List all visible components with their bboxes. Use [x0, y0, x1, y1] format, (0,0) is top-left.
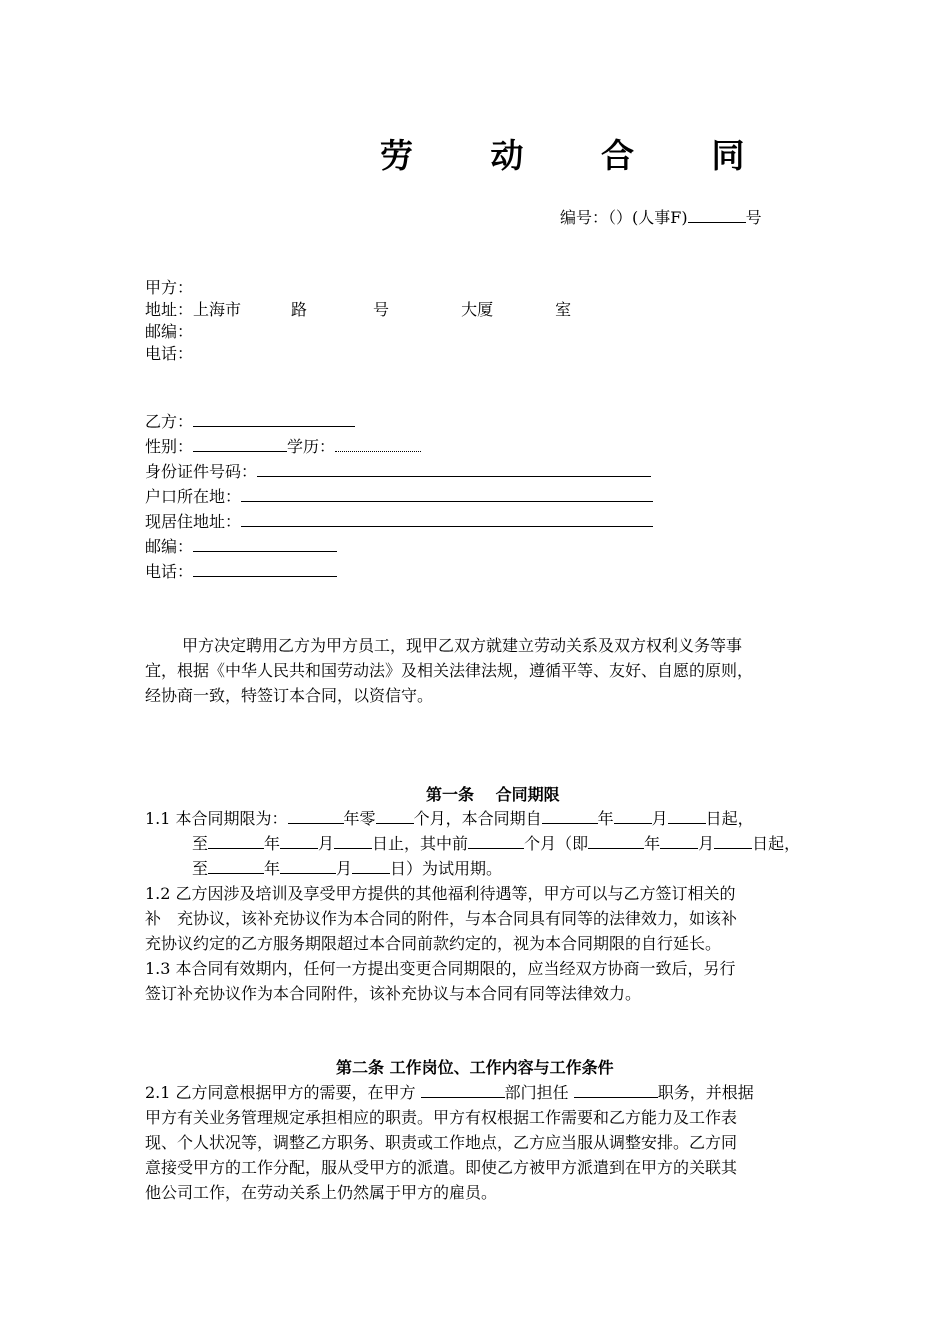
hukou-label: 户口所在地：: [145, 487, 242, 506]
clause-text: 日起，: [705, 809, 754, 828]
probation-end-month-field[interactable]: [280, 859, 336, 874]
education-field[interactable]: [335, 437, 421, 452]
party-b-postcode-row: [145, 537, 337, 557]
residence-field[interactable]: [241, 512, 653, 527]
address-no: 号: [373, 300, 390, 319]
clause-text: 日起，: [752, 834, 801, 853]
clause-1-3-line-2: 签订补充协议作为本合同附件，该补充协议与本合同有同等法律效力。: [145, 984, 642, 1003]
preamble-line-3: 经协商一致，特签订本合同，以资信守。: [145, 686, 434, 705]
probation-start-month-field[interactable]: [660, 834, 698, 849]
clause-text: 年零: [343, 809, 376, 828]
education-label: 学历：: [287, 437, 336, 456]
clause-text: 至: [192, 859, 209, 878]
clause-text: 1.1 本合同期限为：: [145, 809, 288, 828]
address-room: 室: [555, 300, 572, 319]
clause-text: 月: [318, 834, 335, 853]
gender-label: 性别：: [145, 437, 194, 456]
residence-row: [145, 512, 653, 532]
clause-text: 年: [264, 834, 281, 853]
id-label: 身份证件号码：: [145, 462, 258, 481]
doc-number-blank[interactable]: [688, 208, 746, 223]
end-day-field[interactable]: [334, 834, 372, 849]
residence-label: 现居住地址：: [145, 512, 242, 531]
clause-2-1-line-5: 他公司工作，在劳动关系上仍然属于甲方的雇员。: [145, 1183, 498, 1202]
clause-text: 年: [264, 859, 281, 878]
gender-field[interactable]: [193, 437, 287, 452]
article-1-heading: 第一条 合同期限: [426, 785, 560, 804]
term-years-field[interactable]: [288, 809, 344, 824]
end-month-field[interactable]: [280, 834, 318, 849]
doc-number-prefix: （）(人事F): [608, 208, 688, 227]
clause-text: 职务，并根据: [657, 1083, 754, 1102]
party-b-name-field[interactable]: [193, 412, 355, 427]
doc-number-label: 编号：: [560, 208, 609, 227]
end-year-field[interactable]: [208, 834, 264, 849]
party-b-gender-row: [145, 437, 421, 457]
address-building: 大厦: [461, 300, 494, 319]
clause-text: 部门担任: [504, 1083, 574, 1102]
clause-text: 月: [336, 859, 353, 878]
clause-1-1-line-1: [145, 809, 754, 829]
term-months-field[interactable]: [376, 809, 414, 824]
id-row: [145, 462, 651, 482]
hukou-field[interactable]: [241, 487, 653, 502]
start-day-field[interactable]: [668, 809, 706, 824]
party-a-postcode-label: 邮编：: [145, 322, 194, 341]
clause-text: 2.1 乙方同意根据甲方的需要，在甲方: [145, 1083, 421, 1102]
clause-1-2-line-1: 1.2 乙方因涉及培训及享受甲方提供的其他福利待遇等，甲方可以与乙方签订相关的: [145, 884, 736, 903]
probation-end-day-field[interactable]: [352, 859, 390, 874]
probation-start-day-field[interactable]: [714, 834, 752, 849]
department-field[interactable]: [421, 1083, 505, 1098]
preamble-line-1: 甲方决定聘用乙方为甲方员工，现甲乙双方就建立劳动关系及双方权利义务等事: [182, 636, 743, 655]
party-b-postcode-label: 邮编：: [145, 537, 194, 556]
document-title: 劳 动 合 同: [380, 136, 778, 175]
clause-text: 年: [597, 809, 614, 828]
probation-months-field[interactable]: [468, 834, 524, 849]
address-road: 路: [291, 300, 308, 319]
clause-text: 月: [698, 834, 715, 853]
probation-start-year-field[interactable]: [588, 834, 644, 849]
party-a-label: 甲方：: [145, 278, 194, 297]
party-b-label: 乙方：: [145, 412, 194, 431]
party-b-row: [145, 412, 355, 432]
start-year-field[interactable]: [542, 809, 598, 824]
preamble-line-2: 宜，根据《中华人民共和国劳动法》及相关法律法规，遵循平等、友好、自愿的原则，: [145, 661, 754, 680]
clause-1-1-line-2: [192, 834, 800, 854]
clause-text: 日）为试用期。: [390, 859, 503, 878]
clause-text: 至: [192, 834, 209, 853]
address-label: 地址：: [145, 300, 194, 319]
clause-2-1-line-1: [145, 1083, 754, 1103]
party-b-phone-label: 电话：: [145, 562, 194, 581]
document-number: [560, 208, 762, 228]
clause-1-3-line-1: 1.3 本合同有效期内，任何一方提出变更合同期限的，应当经双方协商一致后，另行: [145, 959, 736, 978]
party-a-address: [145, 300, 571, 320]
party-b-phone-field[interactable]: [193, 562, 337, 577]
id-field[interactable]: [257, 462, 651, 477]
clause-2-1-line-3: 现、个人状况等，调整乙方职务、职责或工作地点，乙方应当服从调整安排。乙方同: [145, 1133, 738, 1152]
clause-2-1-line-2: 甲方有关业务管理规定承担相应的职责。甲方有权根据工作需要和乙方能力及工作表: [145, 1108, 738, 1127]
start-month-field[interactable]: [614, 809, 652, 824]
clause-1-1-line-3: [192, 859, 502, 879]
clause-1-2-line-2: 补 充协议，该补充协议作为本合同的附件，与本合同具有同等的法律效力，如该补: [145, 909, 738, 928]
party-a-phone-label: 电话：: [145, 344, 194, 363]
article-2-heading: 第二条 工作岗位、工作内容与工作条件: [336, 1058, 614, 1077]
hukou-row: [145, 487, 653, 507]
clause-text: 日止，其中前: [372, 834, 469, 853]
party-b-postcode-field[interactable]: [193, 537, 337, 552]
position-field[interactable]: [574, 1083, 658, 1098]
clause-1-2-line-3: 充协议约定的乙方服务期限超过本合同前款约定的，视为本合同期限的自行延长。: [145, 934, 722, 953]
clause-text: 月: [651, 809, 668, 828]
party-b-phone-row: [145, 562, 337, 582]
address-city: 上海市: [193, 300, 242, 319]
clause-text: 个月（即: [524, 834, 589, 853]
doc-number-suffix: 号: [745, 208, 762, 227]
clause-text: 年: [644, 834, 661, 853]
probation-end-year-field[interactable]: [208, 859, 264, 874]
clause-text: 个月，本合同期自: [413, 809, 542, 828]
clause-2-1-line-4: 意接受甲方的工作分配，服从受甲方的派遣。即使乙方被甲方派遣到在甲方的关联其: [145, 1158, 738, 1177]
